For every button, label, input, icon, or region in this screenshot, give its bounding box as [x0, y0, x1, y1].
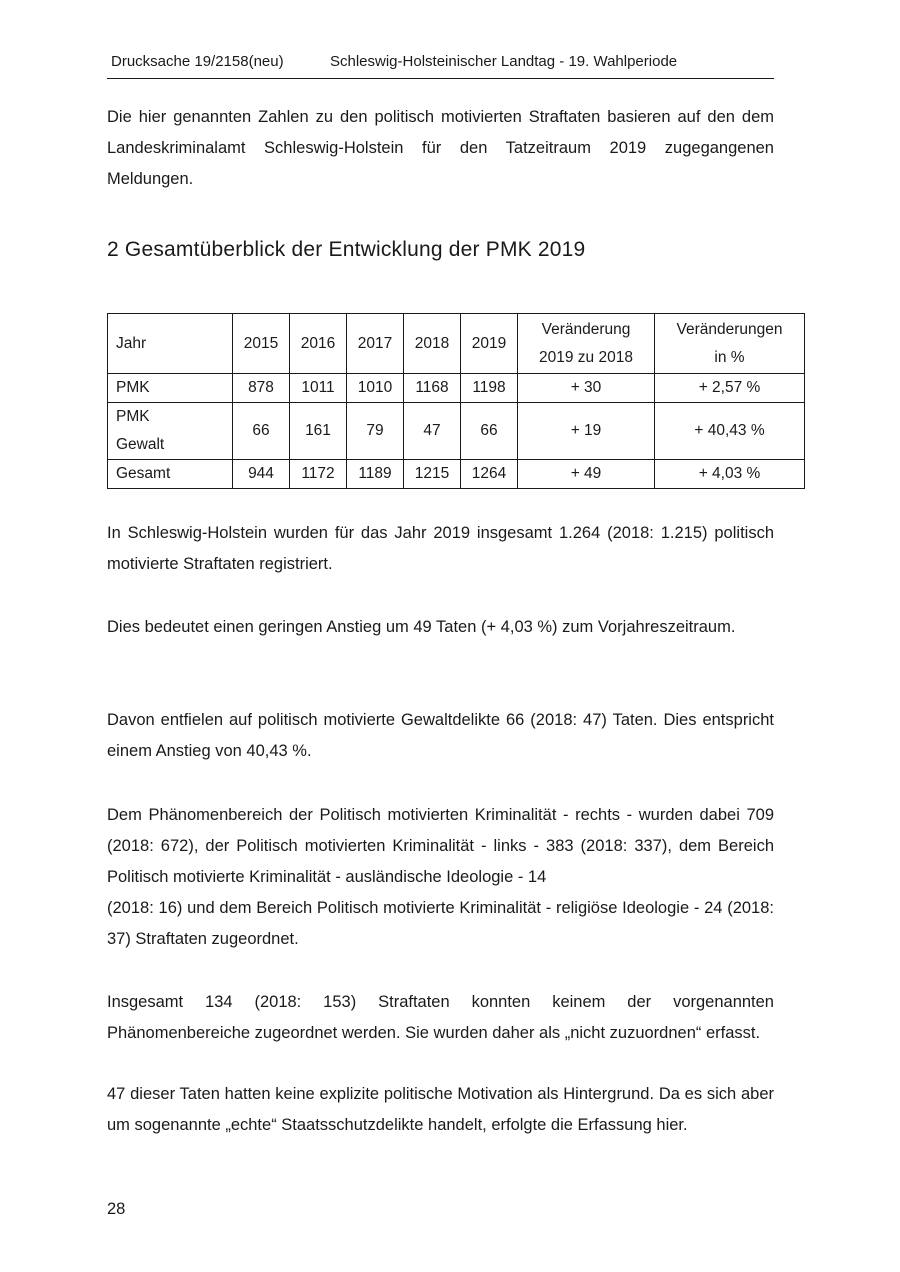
- change-cell: + 19: [518, 403, 655, 460]
- paragraph-violence: Davon entfielen auf politisch motivierte Gewaltdelikte 66 (2018: 47) Taten. Dies entspricht einem Anstieg von 40,43 %.: [107, 711, 774, 760]
- table-cell: 1011: [290, 374, 347, 403]
- table-cell: 944: [233, 460, 290, 489]
- row-label-line1: PMK: [116, 408, 150, 425]
- table-cell: 1215: [404, 460, 461, 489]
- pmk-table: [107, 313, 805, 489]
- row-label: [108, 403, 233, 460]
- table-cell: 47: [404, 403, 461, 460]
- percent-cell: + 40,43 %: [655, 403, 805, 460]
- header-percent-line2: in %: [714, 348, 745, 366]
- table-row: [108, 374, 805, 403]
- header-year: 2019: [461, 314, 518, 374]
- header-percent-line1: Veränderungen: [676, 320, 783, 338]
- table-cell: 878: [233, 374, 290, 403]
- table-row: [108, 403, 805, 460]
- percent-cell: + 4,03 %: [655, 460, 805, 489]
- section-title: 2 Gesamtüberblick der Entwicklung der PMK 2019: [107, 238, 586, 261]
- change-cell: + 49: [518, 460, 655, 489]
- table-cell: 1189: [347, 460, 404, 489]
- header-year: 2015: [233, 314, 290, 374]
- table-header-row: [108, 314, 805, 374]
- table-row: [108, 460, 805, 489]
- row-label: PMK: [108, 374, 233, 403]
- header-change: [518, 314, 655, 374]
- header-change-line2: 2019 zu 2018: [539, 348, 633, 366]
- change-cell: + 30: [518, 374, 655, 403]
- parliament-title: Schleswig-Holsteinischer Landtag - 19. Wahlperiode: [330, 53, 678, 70]
- table-cell: 1168: [404, 374, 461, 403]
- table-cell: 1010: [347, 374, 404, 403]
- table-cell: 1264: [461, 460, 518, 489]
- table-cell: 1198: [461, 374, 518, 403]
- header-change-line1: Veränderung: [541, 320, 631, 338]
- intro-paragraph: Die hier genannten Zahlen zu den politisch motivierten Straftaten basieren auf den dem Landeskriminalamt Schleswig-Holstein für den Tatzeitraum 2019 zugegangenen Meldungen.: [107, 108, 774, 188]
- percent-cell: + 2,57 %: [655, 374, 805, 403]
- paragraph-state-protection: 47 dieser Taten hatten keine explizite politische Motivation als Hintergrund. Da es sich aber um sogenannte „echte“ Staatsschutzdelikte handelt, erfolgte die Erfassung hier.: [107, 1085, 774, 1134]
- table-cell: 66: [461, 403, 518, 460]
- page-number: 28: [107, 1200, 126, 1218]
- paragraph-unassigned: Insgesamt 134 (2018: 153) Straftaten konnten keinem der vorgenannten Phänomenbereiche zugeordnet werden. Sie wurden daher als „nicht zuzuordnen“ erfasst.: [107, 993, 774, 1042]
- header-year: 2016: [290, 314, 347, 374]
- header-year: 2017: [347, 314, 404, 374]
- table-cell: 66: [233, 403, 290, 460]
- document-number: Drucksache 19/2158(neu): [111, 53, 284, 70]
- paragraph-phenomena-a: Dem Phänomenbereich der Politisch motivierten Kriminalität - rechts - wurden dabei 709 (2018: 672), der Politisch motivierten Kriminalität - links - 383 (2018: 337), dem Bereich Politisch motivierte Kriminalität - ausländische Ideologie - 14: [107, 806, 774, 886]
- row-label: Gesamt: [108, 460, 233, 489]
- row-label-line2: Gewalt: [116, 436, 165, 453]
- header-year: 2018: [404, 314, 461, 374]
- paragraph-total: In Schleswig-Holstein wurden für das Jahr 2019 insgesamt 1.264 (2018: 1.215) politisch motivierte Straftaten registriert.: [107, 524, 774, 573]
- table-cell: 161: [290, 403, 347, 460]
- page-header: [107, 52, 774, 79]
- table-cell: 79: [347, 403, 404, 460]
- table-cell: 1172: [290, 460, 347, 489]
- header-percent: [655, 314, 805, 374]
- paragraph-increase: Dies bedeutet einen geringen Anstieg um 49 Taten (+ 4,03 %) zum Vorjahreszeitraum.: [107, 618, 736, 636]
- paragraph-phenomena-b: (2018: 16) und dem Bereich Politisch motivierte Kriminalität - religiöse Ideologie - 24 (2018: 37) Straftaten zugeordnet.: [107, 899, 774, 948]
- header-jahr: Jahr: [108, 314, 233, 374]
